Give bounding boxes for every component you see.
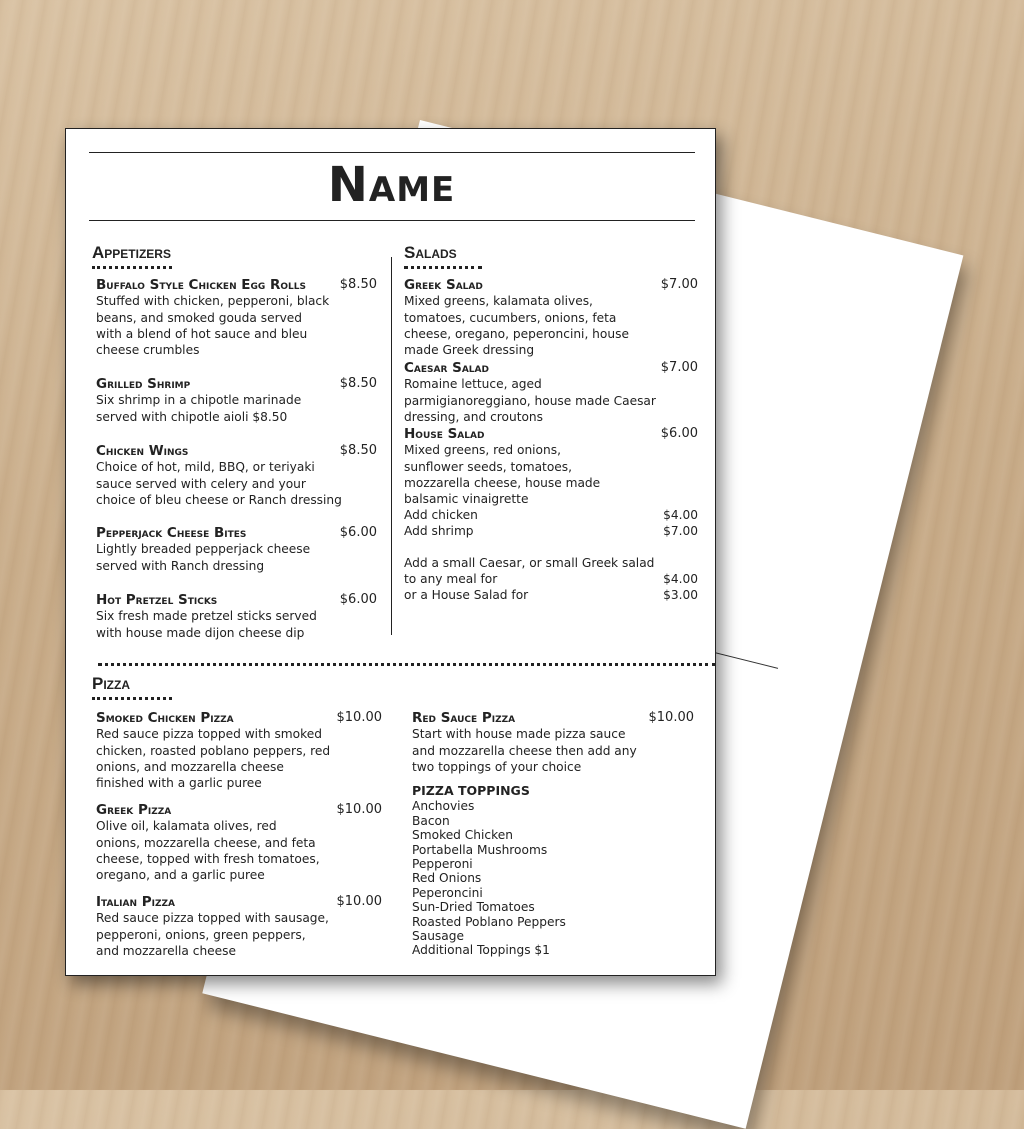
menu-title: Name bbox=[327, 157, 456, 213]
appetizer-item bbox=[96, 525, 377, 574]
side-salad-line bbox=[404, 571, 698, 587]
salad-item bbox=[404, 426, 698, 507]
item-price: $7.00 bbox=[660, 277, 698, 292]
appetizer-item bbox=[96, 592, 377, 641]
pizza-dots bbox=[92, 697, 172, 700]
item-desc: Lightly breaded pepperjack cheese served with Ranch dressing bbox=[96, 542, 311, 573]
addon-label: Add shrimp bbox=[404, 524, 474, 538]
pizza-item bbox=[96, 710, 382, 791]
toppings-heading: PIZZA TOPPINGS bbox=[412, 783, 530, 798]
item-price: $8.50 bbox=[339, 277, 377, 292]
topping-item: Anchovies bbox=[412, 799, 475, 814]
item-price: $6.00 bbox=[339, 592, 377, 607]
salad-item bbox=[404, 360, 698, 425]
salads-heading: Salads bbox=[404, 243, 457, 262]
section-divider-dots bbox=[98, 663, 716, 666]
item-name: Smoked Chicken Pizza bbox=[96, 710, 234, 726]
item-name: Grilled Shrimp bbox=[96, 376, 191, 392]
topping-item: Sun-Dried Tomatoes bbox=[412, 900, 535, 915]
topping-item: Bacon bbox=[412, 813, 450, 828]
item-name: Italian Pizza bbox=[96, 894, 175, 910]
item-price: $10.00 bbox=[336, 894, 382, 909]
topping-item: Sausage bbox=[412, 928, 464, 943]
item-name: Greek Pizza bbox=[96, 802, 172, 818]
item-desc: Romaine lettuce, aged parmigianoreggiano, house made Caesar dressing, and croutons bbox=[404, 377, 656, 424]
menu-card bbox=[65, 128, 716, 976]
salad-item bbox=[404, 277, 698, 358]
topping-item: Portabella Mushrooms bbox=[412, 842, 548, 857]
appetizer-item bbox=[96, 277, 377, 358]
side-salad-line bbox=[404, 587, 698, 603]
pizza-item bbox=[96, 802, 382, 883]
title-bottom-rule bbox=[89, 220, 695, 221]
item-price: $10.00 bbox=[648, 710, 694, 725]
item-name: Buffalo Style Chicken Egg Rolls bbox=[96, 277, 306, 293]
item-price: $10.00 bbox=[336, 710, 382, 725]
appetizers-dots bbox=[92, 266, 172, 269]
topping-item: Red Onions bbox=[412, 871, 482, 886]
topping-item: Smoked Chicken bbox=[412, 828, 513, 843]
side-salad-price: $3.00 bbox=[663, 588, 698, 602]
item-desc: Stuffed with chicken, pepperoni, black beans, and smoked gouda served with a blend of hot sauce and bleu cheese crumbles bbox=[96, 294, 330, 358]
item-price: $8.50 bbox=[339, 443, 377, 458]
item-desc: Mixed greens, kalamata olives, tomatoes, cucumbers, onions, feta cheese, oregano, peperoncini, house made Greek dressing bbox=[404, 294, 629, 358]
side-salad-price: $4.00 bbox=[663, 572, 698, 586]
column-divider bbox=[391, 257, 392, 635]
item-name: Caesar Salad bbox=[404, 360, 489, 376]
side-salad-text: or a House Salad for bbox=[404, 588, 529, 602]
item-name: Red Sauce Pizza bbox=[412, 710, 516, 726]
topping-item: Pepperoni bbox=[412, 856, 473, 871]
item-name: House Salad bbox=[404, 426, 485, 442]
side-salad-text: Add a small Caesar, or small Greek salad bbox=[404, 556, 655, 570]
item-desc: Red sauce pizza topped with smoked chicken, roasted poblano peppers, red onions, and mozzarella cheese finished with a garlic puree bbox=[96, 727, 331, 791]
topping-item: Additional Toppings $1 bbox=[412, 943, 550, 958]
pizza-toppings bbox=[412, 783, 694, 958]
item-name: Greek Salad bbox=[404, 277, 483, 293]
item-desc: Mixed greens, red onions, sunflower seeds, tomatoes, mozzarella cheese, house made balsamic vinaigrette bbox=[404, 443, 601, 507]
item-name: Chicken Wings bbox=[96, 443, 189, 459]
salads-dots bbox=[404, 266, 482, 269]
addon-label: Add chicken bbox=[404, 508, 478, 522]
top-rule bbox=[89, 152, 695, 153]
item-price: $6.00 bbox=[339, 525, 377, 540]
item-price: $7.00 bbox=[660, 360, 698, 375]
topping-item: Peperoncini bbox=[412, 885, 483, 900]
item-desc: Six shrimp in a chipotle marinade served with chipotle aioli $8.50 bbox=[96, 393, 302, 424]
item-price: $6.00 bbox=[660, 426, 698, 441]
item-desc: Start with house made pizza sauce and mozzarella cheese then add any two toppings of your choice bbox=[412, 727, 637, 774]
addon-price: $4.00 bbox=[663, 508, 698, 522]
item-name: Pepperjack Cheese Bites bbox=[96, 525, 247, 541]
pizza-heading: Pizza bbox=[92, 674, 130, 693]
side-salad-line bbox=[404, 555, 698, 571]
pizza-item bbox=[412, 710, 694, 775]
appetizer-item bbox=[96, 443, 377, 508]
side-salad-text: to any meal for bbox=[404, 572, 498, 586]
topping-item: Roasted Poblano Peppers bbox=[412, 914, 566, 929]
appetizers-heading: Appetizers bbox=[92, 243, 171, 262]
appetizer-item bbox=[96, 376, 377, 425]
pizza-item bbox=[96, 894, 382, 959]
item-desc: Olive oil, kalamata olives, red onions, mozzarella cheese, and feta cheese, topped with fresh tomatoes, oregano, and a garlic puree bbox=[96, 819, 320, 883]
item-desc: Six fresh made pretzel sticks served with house made dijon cheese dip bbox=[96, 609, 317, 640]
item-price: $8.50 bbox=[339, 376, 377, 391]
item-desc: Red sauce pizza topped with sausage, pepperoni, onions, green peppers, and mozzarella cheese bbox=[96, 911, 329, 958]
addon-row bbox=[404, 507, 698, 523]
item-name: Hot Pretzel Sticks bbox=[96, 592, 218, 608]
item-desc: Choice of hot, mild, BBQ, or teriyaki sauce served with celery and your choice of bleu cheese or Ranch dressing bbox=[96, 460, 342, 507]
addon-row bbox=[404, 523, 698, 539]
addon-price: $7.00 bbox=[663, 524, 698, 538]
item-price: $10.00 bbox=[336, 802, 382, 817]
